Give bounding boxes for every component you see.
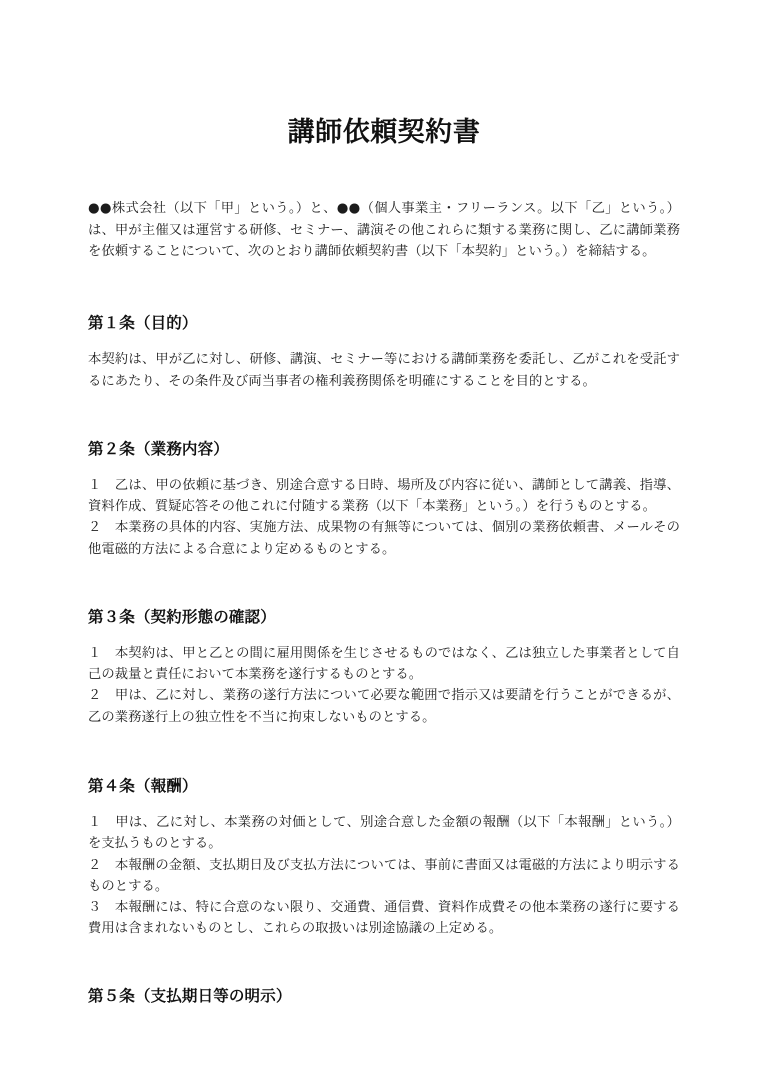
document-content bbox=[88, 0, 680, 1007]
article-section-2 bbox=[88, 392, 680, 560]
article-section-1 bbox=[88, 262, 680, 392]
article-heading-5: 第５条（支払期日等の明示） bbox=[88, 986, 292, 1005]
preamble-paragraph: ●●株式会社（以下「甲」という。）と、●●（個人事業主・フリーランス。以下「乙」という。）は、甲が主催又は運営する研修、セミナー、講演その他これらに類する業務に関し、乙に講師業務を依頼することについて、次のとおり講師依頼契約書（以下「本契約」という。）を締結する。 bbox=[88, 201, 680, 259]
article-clause: １ 本契約は、甲と乙との間に雇用関係を生じさせるものではなく、乙は独立した事業者として自己の裁量と責任において本業務を遂行するものとする。 bbox=[88, 645, 680, 683]
article-section-5 bbox=[88, 940, 680, 1007]
article-body-3 bbox=[88, 628, 680, 728]
article-clause: ２ 本報酬の金額、支払期日及び支払方法については、事前に書面又は電磁的方法により明示するものとする。 bbox=[88, 857, 680, 894]
article-clause: ２ 甲は、乙に対し、業務の遂行方法について必要な範囲で指示又は要請を行うことができるが、乙の業務遂行上の独立性を不当に拘束しないものとする。 bbox=[88, 688, 680, 725]
page-title: 講師依頼契約書 bbox=[287, 117, 481, 148]
article-heading-1: 第１条（目的） bbox=[88, 314, 198, 333]
article-body-2 bbox=[88, 460, 680, 560]
article-clause: １ 乙は、甲の依頼に基づき、別途合意する日時、場所及び内容に従い、講師として講義、指導、資料作成、質疑応答その他これに付随する業務（以下「本業務」という。）を行うものとする。 bbox=[88, 477, 680, 515]
article-body-1 bbox=[88, 334, 680, 392]
article-heading-2: 第２条（業務内容） bbox=[88, 439, 229, 458]
article-section-4 bbox=[88, 728, 680, 940]
article-clause: 本契約は、甲が乙に対し、研修、講演、セミナー等における講師業務を委託し、乙がこれを受託するにあたり、その条件及び両当事者の権利義務関係を明確にすることを目的とする。 bbox=[88, 352, 680, 389]
article-section-3 bbox=[88, 560, 680, 728]
article-clause: ３ 本報酬には、特に合意のない限り、交通費、通信費、資料作成費その他本業務の遂行に要する費用は含まれないものとし、これらの取扱いは別途協議の上定める。 bbox=[88, 900, 680, 937]
article-clause: １ 甲は、乙に対し、本業務の対価として、別途合意した金額の報酬（以下「本報酬」という。）を支払うものとする。 bbox=[88, 814, 680, 852]
article-heading-4: 第４条（報酬） bbox=[88, 777, 198, 796]
article-body-4 bbox=[88, 797, 680, 940]
article-heading-3: 第３条（契約形態の確認） bbox=[88, 607, 276, 626]
article-clause: ２ 本業務の具体的内容、実施方法、成果物の有無等については、個別の業務依頼書、メールその他電磁的方法による合意により定めるものとする。 bbox=[88, 520, 680, 557]
